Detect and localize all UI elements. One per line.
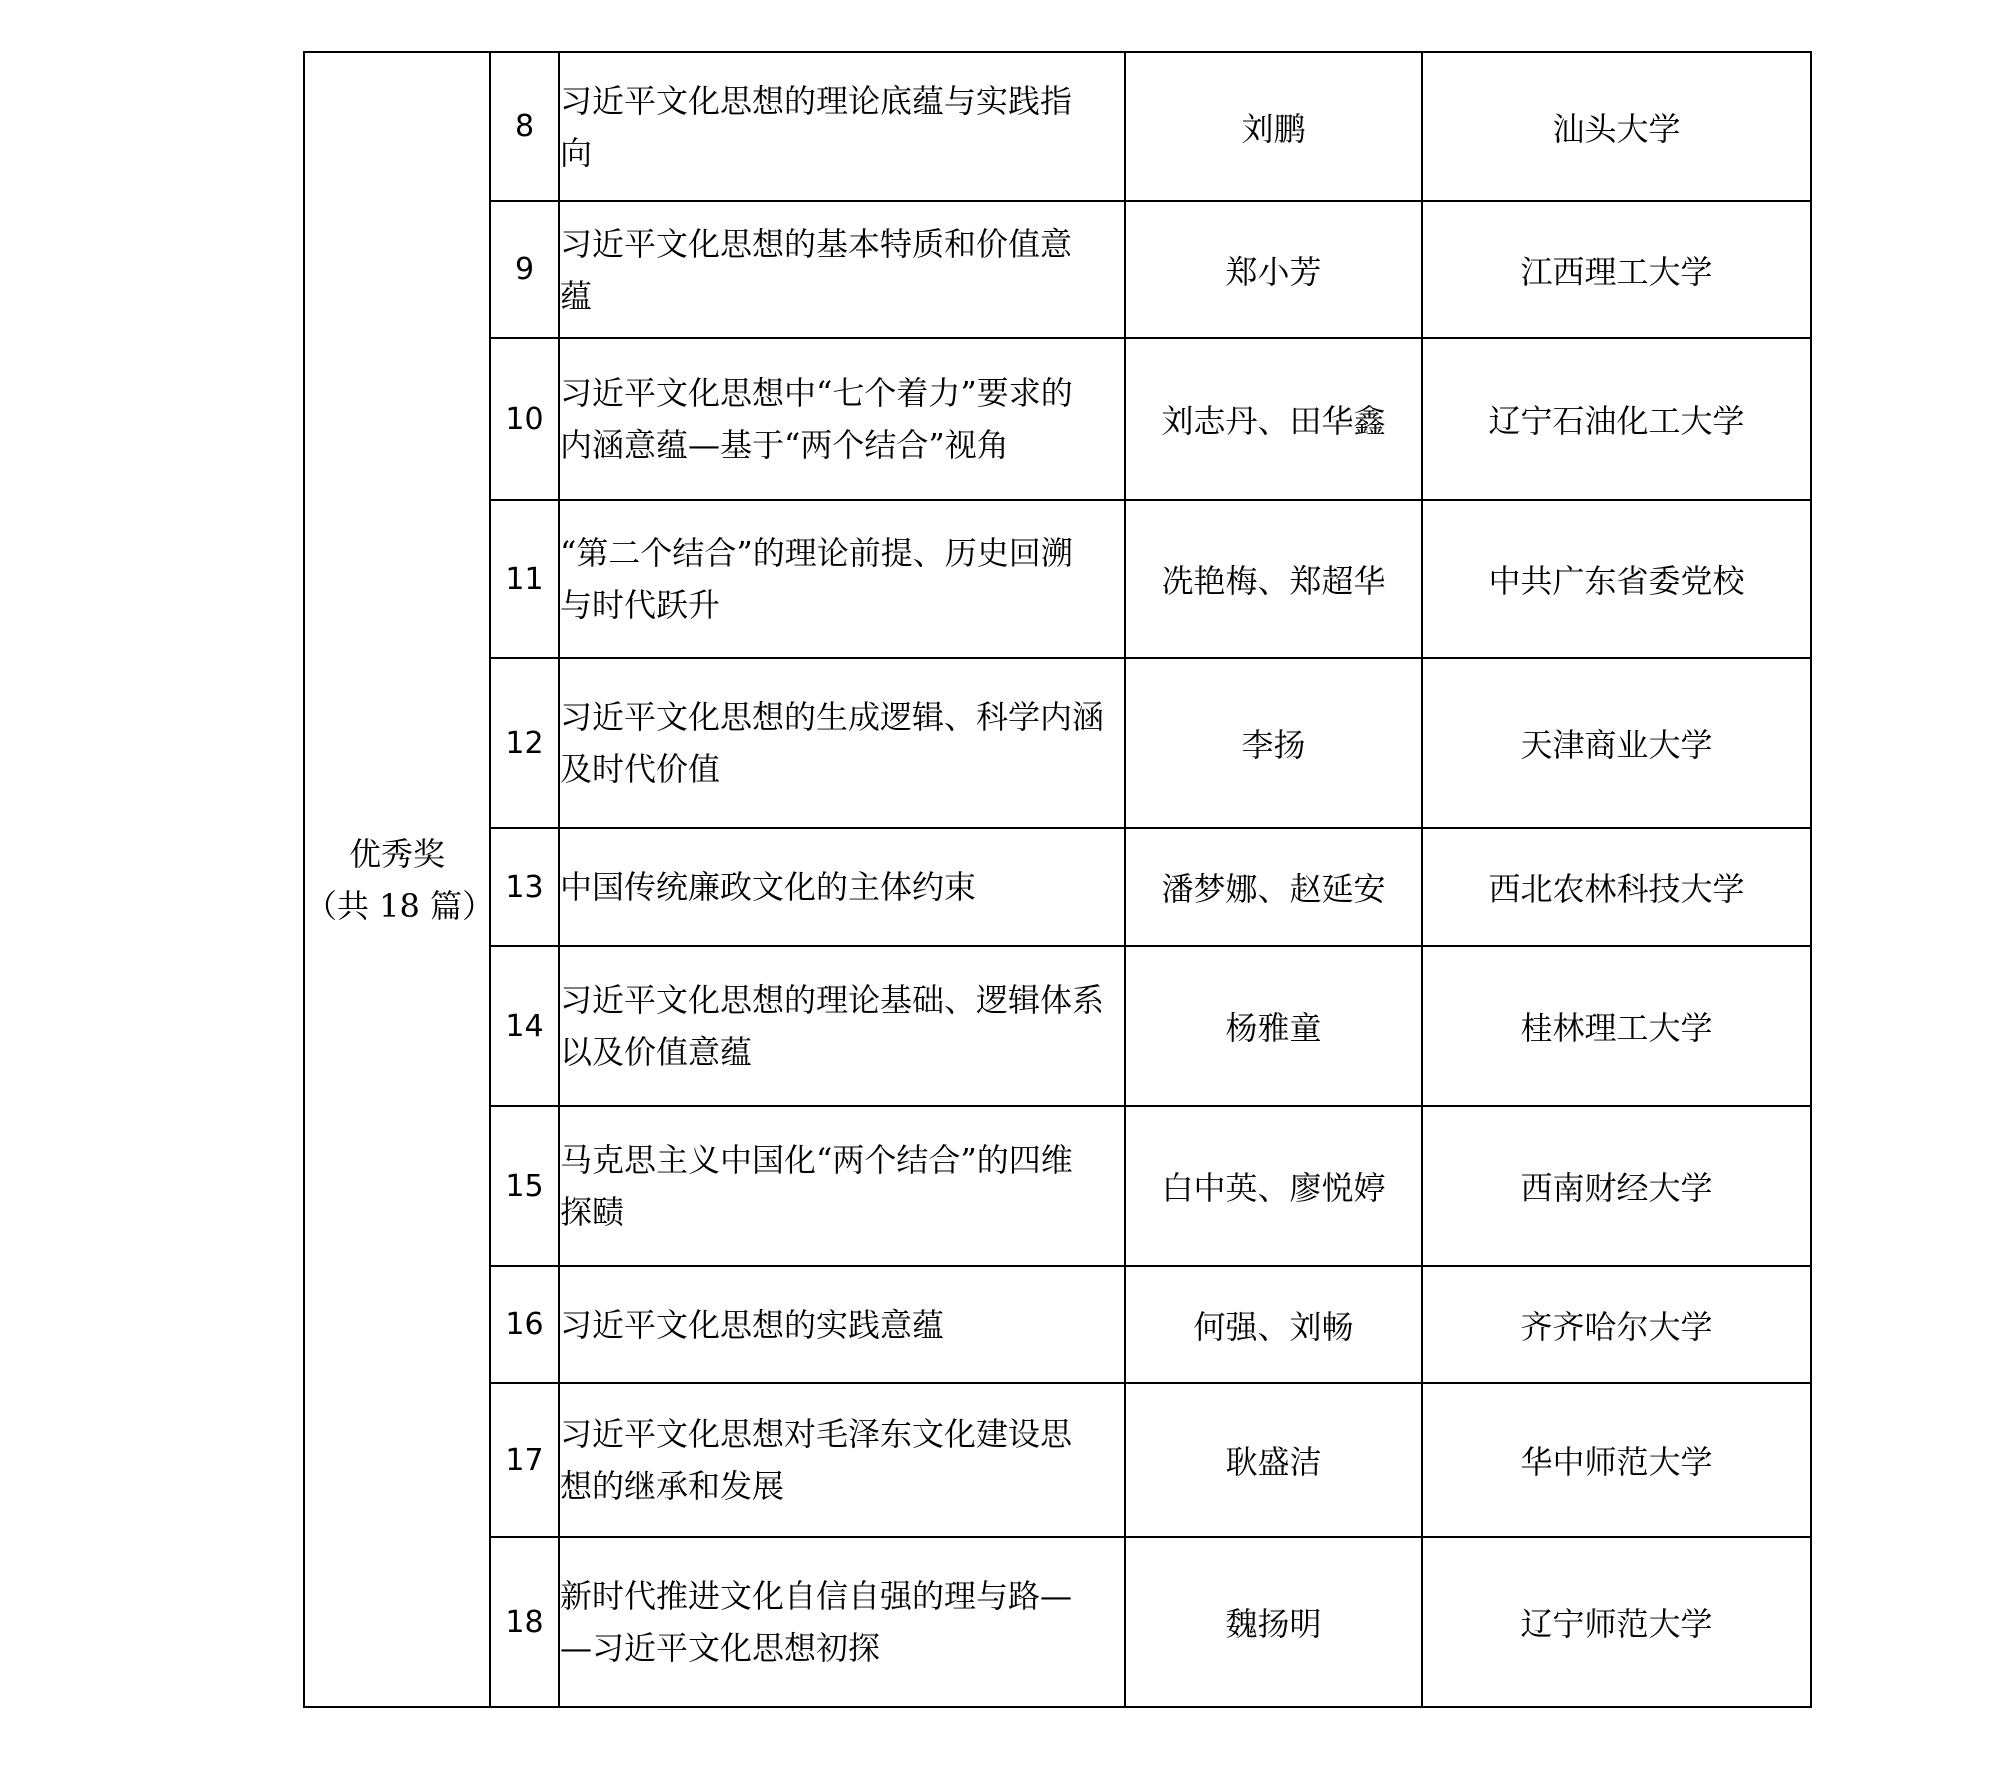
paper-title-line: 习近平文化思想的实践意蕴 (560, 1305, 945, 1344)
table-row (304, 1537, 1811, 1707)
row-number: 14 (490, 946, 559, 1106)
paper-authors: 何强、刘畅 (1125, 1266, 1422, 1383)
paper-title (559, 946, 1125, 1106)
paper-title-line: 中国传统廉政文化的主体约束 (560, 868, 977, 906)
paper-institution: 中共广东省委党校 (1422, 500, 1811, 658)
paper-title (559, 500, 1125, 658)
paper-title-line: 习近平文化思想中“七个着力”要求的 (560, 374, 1073, 412)
paper-title-line: 习近平文化思想的生成逻辑、科学内涵 (560, 698, 1105, 736)
row-number: 16 (490, 1266, 559, 1383)
paper-title-line: 新时代推进文化自信自强的理与路— (560, 1577, 1073, 1615)
award-category-count: （共 18 篇） (305, 886, 495, 925)
paper-title (559, 1106, 1125, 1266)
paper-authors: 白中英、廖悦婷 (1125, 1106, 1422, 1266)
paper-title-line: 习近平文化思想的理论底蕴与实践指 (560, 81, 1073, 120)
row-number: 8 (490, 52, 559, 201)
table-row (304, 828, 1811, 946)
table-row (304, 946, 1811, 1106)
paper-title-line: 探赜 (560, 1193, 625, 1231)
paper-title (559, 201, 1125, 338)
row-number: 13 (490, 828, 559, 946)
paper-authors: 刘志丹、田华鑫 (1125, 338, 1422, 500)
paper-authors: 刘鹏 (1125, 52, 1422, 201)
paper-title-line: 习近平文化思想的基本特质和价值意 (560, 224, 1073, 263)
paper-title-line: 及时代价值 (560, 750, 721, 788)
paper-title-line: 与时代跃升 (560, 586, 721, 624)
row-number: 9 (490, 201, 559, 338)
table-row (304, 201, 1811, 338)
paper-institution: 华中师范大学 (1422, 1383, 1811, 1537)
table-row (304, 338, 1811, 500)
paper-title (559, 1537, 1125, 1707)
paper-title-line: 习近平文化思想的理论基础、逻辑体系 (560, 981, 1105, 1019)
paper-institution: 天津商业大学 (1422, 658, 1811, 828)
paper-authors: 郑小芳 (1125, 201, 1422, 338)
paper-title (559, 658, 1125, 828)
paper-title (559, 1266, 1125, 1383)
paper-title-line: “第二个结合”的理论前提、历史回溯 (560, 534, 1073, 572)
paper-authors: 潘梦娜、赵延安 (1125, 828, 1422, 946)
paper-authors: 魏扬明 (1125, 1537, 1422, 1707)
paper-authors: 杨雅童 (1125, 946, 1422, 1106)
paper-institution: 江西理工大学 (1422, 201, 1811, 338)
paper-title-line: 向 (560, 133, 593, 172)
paper-title (559, 828, 1125, 946)
row-number: 15 (490, 1106, 559, 1266)
paper-title-line: 习近平文化思想对毛泽东文化建设思 (560, 1415, 1073, 1453)
paper-authors: 冼艳梅、郑超华 (1125, 500, 1422, 658)
row-number: 10 (490, 338, 559, 500)
awards-table (303, 51, 1812, 1708)
paper-title-line: 蕴 (560, 276, 593, 315)
paper-institution: 西北农林科技大学 (1422, 828, 1811, 946)
table-row (304, 500, 1811, 658)
paper-institution: 辽宁石油化工大学 (1422, 338, 1811, 500)
paper-institution: 西南财经大学 (1422, 1106, 1811, 1266)
table-row (304, 1383, 1811, 1537)
table-row (304, 1266, 1811, 1383)
paper-title-line: 以及价值意蕴 (560, 1033, 753, 1071)
paper-title (559, 52, 1125, 201)
paper-authors: 李扬 (1125, 658, 1422, 828)
table-row (304, 1106, 1811, 1266)
paper-title-line: —习近平文化思想初探 (560, 1629, 881, 1667)
paper-title-line: 内涵意蕴—基于“两个结合”视角 (560, 426, 1009, 464)
row-number: 11 (490, 500, 559, 658)
paper-institution: 齐齐哈尔大学 (1422, 1266, 1811, 1383)
award-category-cell (304, 52, 495, 1707)
paper-title-line: 马克思主义中国化“两个结合”的四维 (560, 1141, 1073, 1179)
row-number: 17 (490, 1383, 559, 1537)
row-number: 12 (490, 658, 559, 828)
row-number: 18 (490, 1537, 559, 1707)
paper-title (559, 1383, 1125, 1537)
table-row (304, 52, 1811, 201)
paper-institution: 桂林理工大学 (1422, 946, 1811, 1106)
paper-title (559, 338, 1125, 500)
paper-institution: 辽宁师范大学 (1422, 1537, 1811, 1707)
paper-title-line: 想的继承和发展 (560, 1467, 785, 1505)
table-row (304, 658, 1811, 828)
paper-institution: 汕头大学 (1422, 52, 1811, 201)
paper-authors: 耿盛洁 (1125, 1383, 1422, 1537)
award-category-label: 优秀奖 (348, 834, 445, 873)
